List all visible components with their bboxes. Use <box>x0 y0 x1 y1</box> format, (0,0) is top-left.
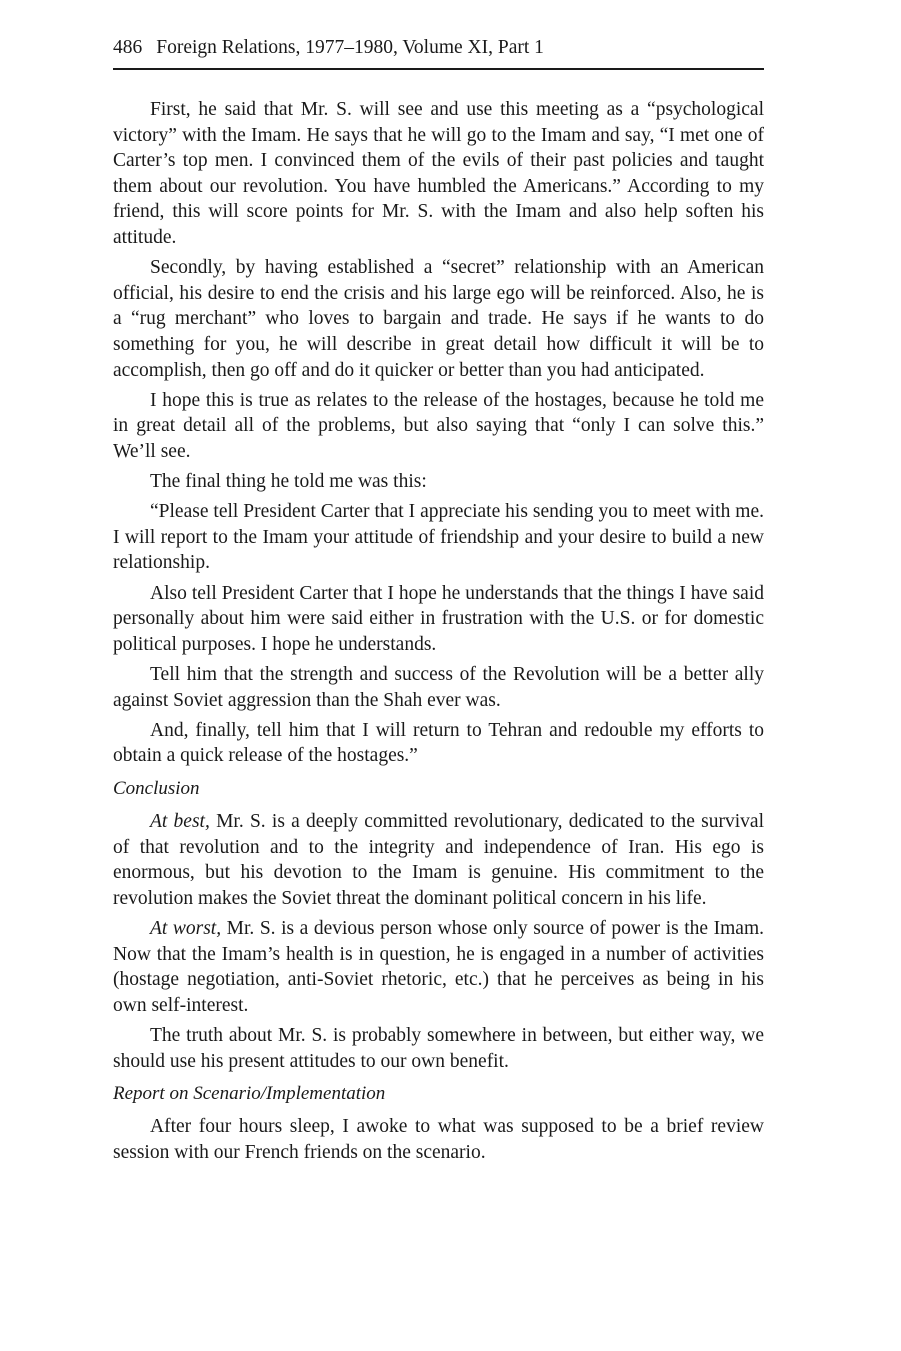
at-best-text: Mr. S. is a deeply committed revolutionary, dedicated to the survival of that revolution and to the integrity and independence of Iran. His ego is enormous, but his devotion to the Imam is genuine. His commitment to the revolution makes the Soviet threat the dominant political concern in his life. <box>113 811 764 909</box>
paragraph-at-worst <box>113 916 764 1018</box>
paragraph-at-best <box>113 809 764 911</box>
running-head <box>113 34 764 64</box>
paragraph: First, he said that Mr. S. will see and use this meeting as a “psychological victory” with the Imam. He says that he will go to the Imam and say, “I met one of Carter’s top men. I convinced them of the evils of their past policies and taught them about our revolution. You have humbled the Americans.” According to my friend, this will score points for Mr. S. with the Imam and also help soften his attitude. <box>113 99 764 248</box>
paragraph: Tell him that the strength and success of the Revolution will be a better ally against Soviet aggression than the Shah ever was. <box>113 664 764 711</box>
at-best-lead: At best, <box>150 811 210 832</box>
document-page <box>113 34 764 1170</box>
paragraph: Secondly, by having established a “secret” relationship with an American official, his desire to end the crisis and his large ego will be reinforced. Also, he is a “rug merchant” who loves to bargain and trade. He says if he wants to do something for you, he will describe in great detail how difficult it will be to accomplish, then go off and do it quicker or better than you had anticipated. <box>113 257 764 381</box>
document-body <box>113 97 764 1165</box>
running-title: Foreign Relations, 1977–1980, Volume XI, Part 1 <box>156 37 544 58</box>
section-heading-conclusion: Conclusion <box>113 778 200 799</box>
section-heading-report: Report on Scenario/Implementation <box>113 1083 386 1105</box>
paragraph: And, finally, tell him that I will return to Tehran and redouble my efforts to obtain a quick release of the hostages.” <box>113 719 764 767</box>
paragraph: “Please tell President Carter that I appreciate his sending you to meet with me. I will report to the Imam your attitude of friendship and your desire to build a new relationship. <box>113 501 764 574</box>
paragraph: The final thing he told me was this: <box>150 471 427 493</box>
paragraph-truth: The truth about Mr. S. is probably somewhere in between, but either way, we should use his present attitudes to our own benefit. <box>113 1024 764 1072</box>
paragraph-report: After four hours sleep, I awoke to what was supposed to be a brief review session with our French friends on the scenario. <box>113 1116 764 1163</box>
header-rule <box>113 68 764 70</box>
paragraph: I hope this is true as relates to the release of the hostages, because he told me in great detail all of the problems, but also saying that “only I can solve this.” We’ll see. <box>113 389 764 462</box>
at-worst-lead: At worst, <box>150 917 222 939</box>
paragraph: Also tell President Carter that I hope he understands that the things I have said personally about him were said either in frustration with the U.S. or for domestic political purposes. I hope he understands. <box>113 582 764 655</box>
page-number: 486 <box>113 37 143 58</box>
at-worst-text: Mr. S. is a devious person whose only source of power is the Imam. Now that the Imam’s health is in question, he is engaged in a number of activities (hostage negotiation, anti-Soviet rhetoric, etc.) that he perceives as being in his own self-interest. <box>113 917 764 1016</box>
